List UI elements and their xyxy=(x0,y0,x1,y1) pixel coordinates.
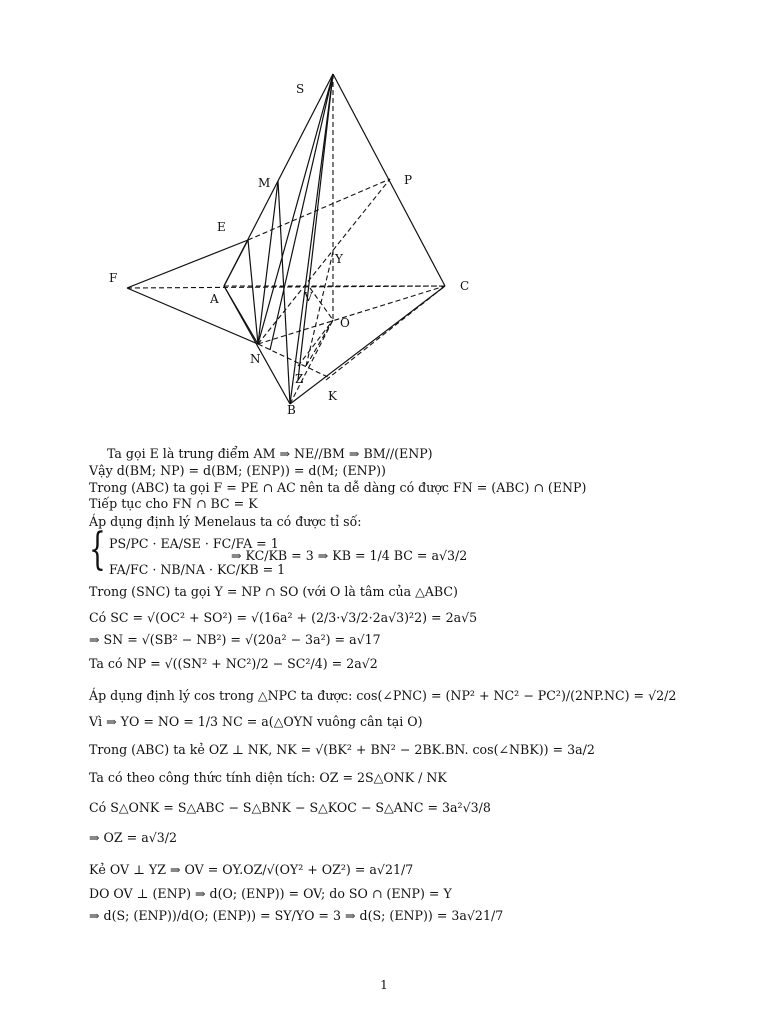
line-14: Có S△ONK = S△ABC − S△BNK − S△KOC − S△ANC = 3a²√3/8 xyxy=(89,800,491,815)
brace: { xyxy=(89,524,106,575)
page-number: 1 xyxy=(380,978,388,992)
label-O: O xyxy=(340,316,350,330)
menelaus-eq-1: PS/PC · EA/SE · FC/FA = 1 xyxy=(109,536,279,551)
line-17: DO OV ⊥ (ENP) ⇒ d(O; (ENP)) = OV; do SO ∩ (ENP) = Y xyxy=(89,886,452,901)
label-Z: Z xyxy=(295,372,304,386)
dashed-edges xyxy=(127,74,445,404)
line-15: ⇒ OZ = a√3/2 xyxy=(89,830,177,845)
line-2: Vậy d(BM; NP) = d(BM; (ENP)) = d(M; (ENP)) xyxy=(89,463,386,478)
line-12: Trong (ABC) ta kẻ OZ ⊥ NK, NK = √(BK² + BN² − 2BK.BN. cos(∠NBK)) = 3a/2 xyxy=(89,742,595,757)
line-8: ⇒ SN = √(SB² − NB²) = √(20a² − 3a²) = a√17 xyxy=(89,632,381,647)
line-18: ⇒ d(S; (ENP))/d(O; (ENP)) = SY/YO = 3 ⇒ d(S; (ENP)) = 3a√21/7 xyxy=(89,908,504,923)
label-E: E xyxy=(217,220,226,234)
line-7: Có SC = √(OC² + SO²) = √(16a² + (2/3·√3/2·2a√3)²2) = 2a√5 xyxy=(89,610,478,625)
menelaus-eq-2: FA/FC · NB/NA · KC/KB = 1 xyxy=(109,562,286,577)
line-16: Kẻ OV ⊥ YZ ⇒ OV = OY.OZ/√(OY² + OZ²) = a√21/7 xyxy=(89,862,414,877)
label-F: F xyxy=(109,271,118,285)
line-10: Áp dụng định lý cos trong △NPC ta được: cos(∠PNC) = (NP² + NC² − PC²)/(2NP.NC) = √2/2 xyxy=(89,688,677,703)
solid-edges xyxy=(127,74,445,404)
label-Y: Y xyxy=(335,252,343,266)
geometry-figure xyxy=(0,0,768,440)
label-S: S xyxy=(296,82,305,96)
line-11: Vì ⇒ YO = NO = 1/3 NC = a(△OYN vuông cân tại O) xyxy=(89,714,423,729)
line-13: Ta có theo công thức tính diện tích: OZ = 2S△ONK / NK xyxy=(89,770,447,785)
line-6: Trong (SNC) ta gọi Y = NP ∩ SO (với O là tâm của △ABC) xyxy=(89,584,458,599)
label-N: N xyxy=(250,352,261,366)
label-V: V xyxy=(304,290,313,304)
label-A: A xyxy=(210,292,219,306)
label-C: C xyxy=(460,279,470,293)
label-K: K xyxy=(328,389,337,403)
label-B: B xyxy=(287,403,296,417)
point-labels xyxy=(109,82,469,417)
line-4: Tiếp tục cho FN ∩ BC = K xyxy=(89,496,258,511)
label-M: M xyxy=(258,176,271,190)
label-P: P xyxy=(404,173,413,187)
line-1: Ta gọi E là trung điểm AM ⇒ NE//BM ⇒ BM//(ENP) xyxy=(107,446,433,461)
menelaus-system xyxy=(89,524,729,582)
line-3: Trong (ABC) ta gọi F = PE ∩ AC nên ta dễ dàng có được FN = (ABC) ∩ (ENP) xyxy=(89,480,587,495)
line-5: Áp dụng định lý Menelaus ta có được tỉ số: xyxy=(89,514,362,529)
menelaus-result: ⇒ KC/KB = 3 ⇒ KB = 1/4 BC = a√3/2 xyxy=(231,548,468,563)
line-9: Ta có NP = √((SN² + NC²)/2 − SC²/4) = 2a√2 xyxy=(89,656,378,671)
